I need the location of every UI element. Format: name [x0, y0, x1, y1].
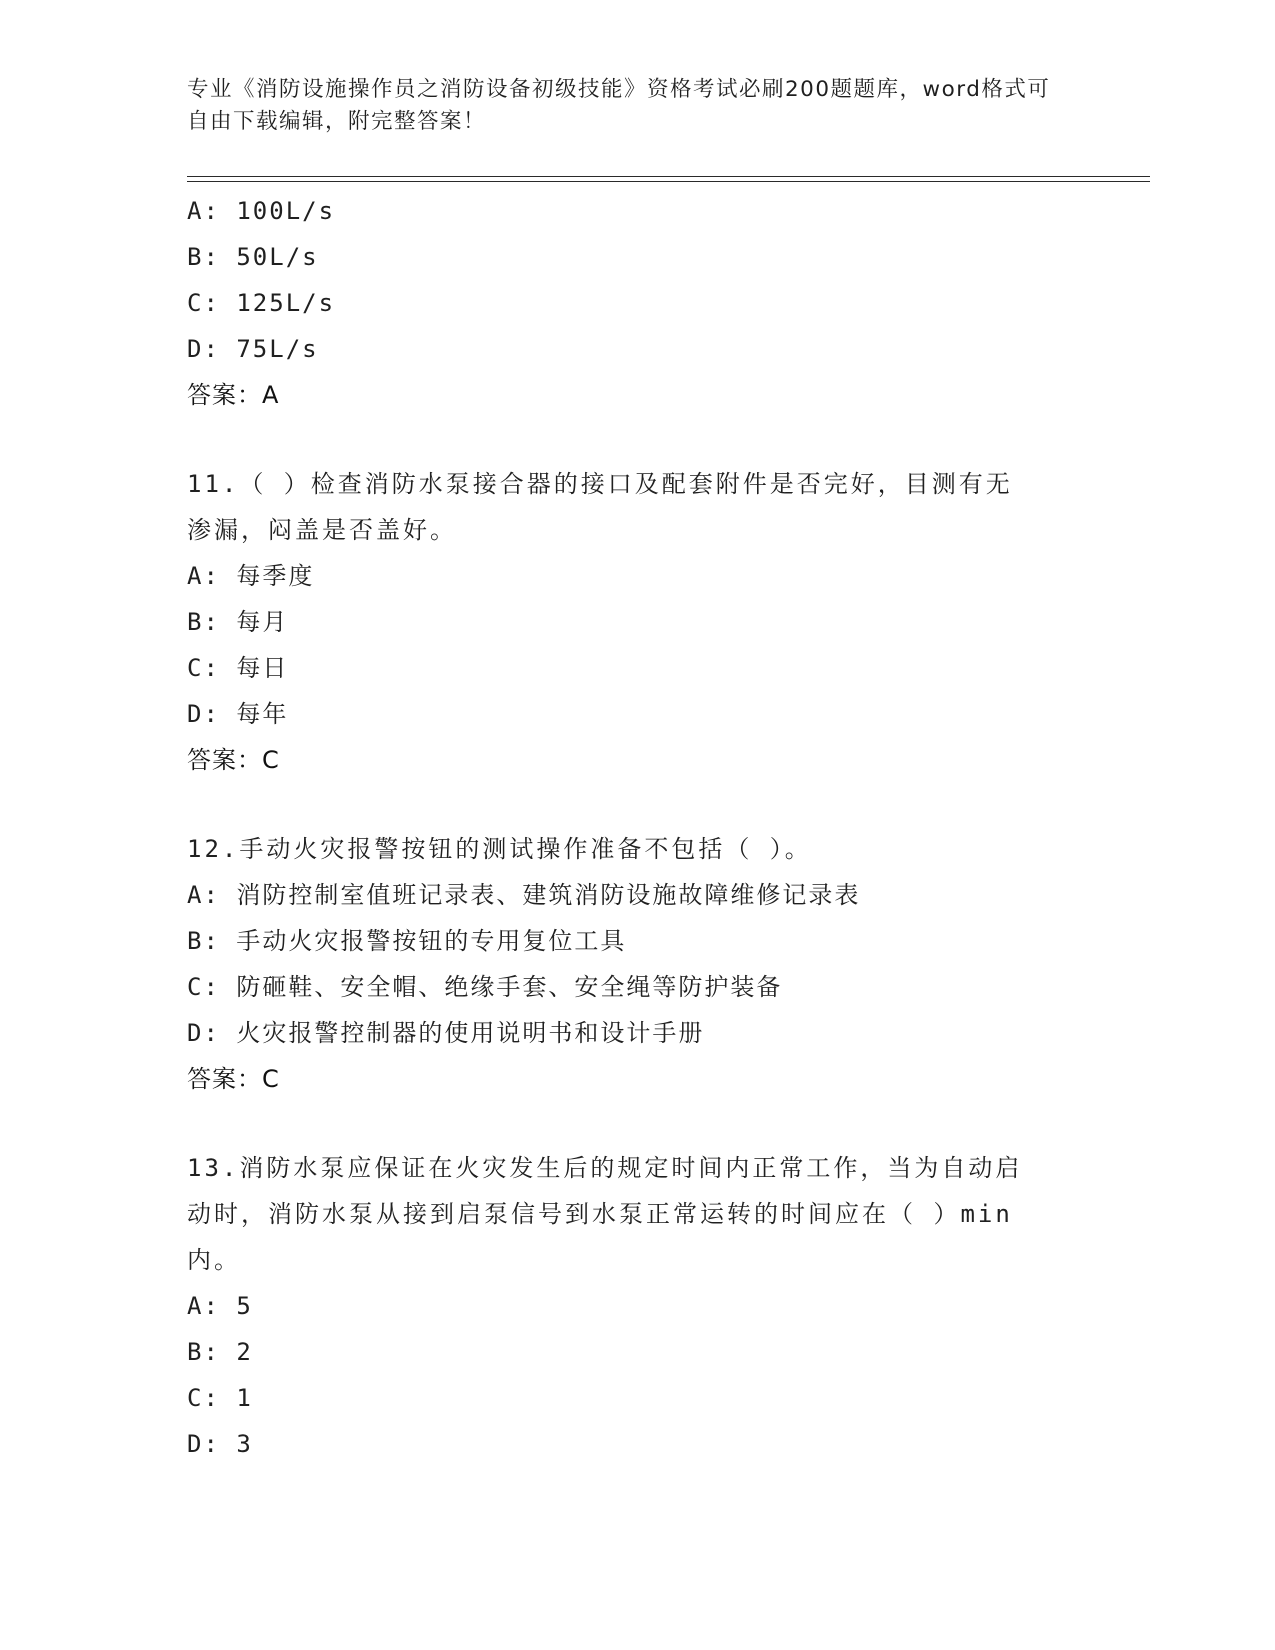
answer-label: 答案：C [187, 1065, 280, 1093]
option-a: A: 消防控制室值班记录表、建筑消防设施故障维修记录表 [187, 881, 861, 909]
header-divider-bottom [187, 181, 1150, 182]
question-stem-line: 内。 [187, 1246, 241, 1274]
option-a: A: 5 [187, 1292, 253, 1320]
option-b: B: 每月 [187, 608, 289, 636]
option-d: D: 火灾报警控制器的使用说明书和设计手册 [187, 1019, 705, 1047]
answer-label: 答案：A [187, 381, 280, 409]
option-b: B: 50L/s [187, 243, 319, 271]
option-b: B: 手动火灾报警按钮的专用复位工具 [187, 927, 627, 955]
answer-label: 答案：C [187, 746, 280, 774]
question-11 [187, 461, 1087, 783]
question-list [187, 188, 1087, 1467]
question-stem-line: 动时，消防水泵从接到启泵信号到水泵正常运转的时间应在（ ）min [187, 1200, 1013, 1228]
option-d: D: 每年 [187, 700, 289, 728]
question-stem-line: 11.（ ）检查消防水泵接合器的接口及配套附件是否完好，目测有无 [187, 470, 1013, 498]
question-stem-line: 渗漏，闷盖是否盖好。 [187, 516, 457, 544]
option-b: B: 2 [187, 1338, 253, 1366]
header-divider-top [187, 176, 1150, 177]
question-13 [187, 1145, 1087, 1467]
option-a: A: 100L/s [187, 197, 336, 225]
option-d: D: 3 [187, 1430, 253, 1458]
question-stem-line: 13.消防水泵应保证在火灾发生后的规定时间内正常工作，当为自动启 [187, 1154, 1023, 1182]
question-10 [187, 188, 1087, 418]
option-c: C: 每日 [187, 654, 289, 682]
option-c: C: 125L/s [187, 289, 336, 317]
option-c: C: 防砸鞋、安全帽、绝缘手套、安全绳等防护装备 [187, 973, 783, 1001]
page-header-title: 专业《消防设施操作员之消防设备初级技能》资格考试必刷200题题库，word格式可自由下载编辑，附完整答案！ [187, 77, 1051, 134]
question-12 [187, 826, 1087, 1102]
option-a: A: 每季度 [187, 562, 315, 590]
question-stem-line: 12.手动火灾报警按钮的测试操作准备不包括（ ）。 [187, 835, 812, 863]
option-d: D: 75L/s [187, 335, 319, 363]
option-c: C: 1 [187, 1384, 253, 1412]
